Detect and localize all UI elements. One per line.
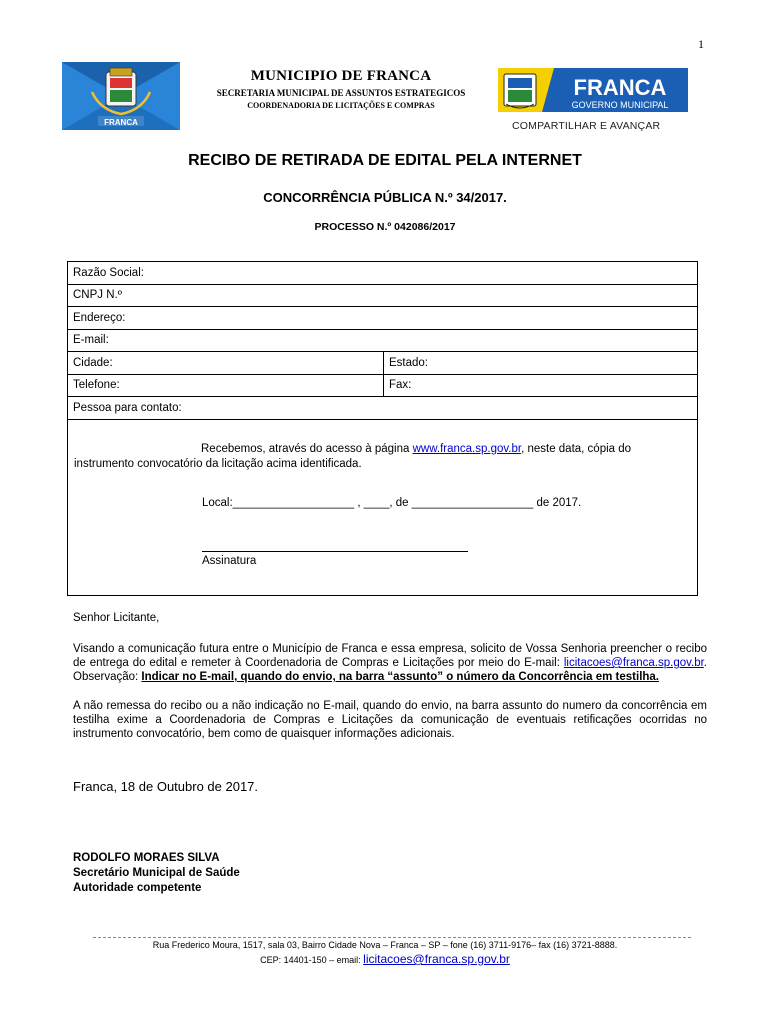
form-row-endereco [68,307,698,330]
secretariat-subtitle: SECRETARIA MUNICIPAL DE ASSUNTOS ESTRATEGICOS [216,88,466,98]
footer-divider [93,937,691,938]
franca-flag-logo [62,62,180,130]
municipality-title: MUNICIPIO DE FRANCA [250,68,432,84]
paragraph-1-text-a: Visando a comunicação futura entre o Município de Franca e essa empresa, solicito de Vossa Senhoria preencher o recibo de entrega do edital e remeter à Coordenadoria de Compras e Licitações por meio do E-mail: [73,643,707,669]
field-fax[interactable]: Fax: [384,374,698,397]
signature-label: Assinatura [202,555,257,567]
email-link[interactable]: licitacoes@franca.sp.gov.br [563,657,704,669]
page-number: 1 [698,37,704,51]
flag-logo-text: FRANCA [104,118,138,127]
form-row-razao-social [68,262,698,285]
signature-line [202,551,468,552]
paragraph-1 [73,642,707,684]
field-razao-social[interactable]: Razão Social: [68,262,698,285]
receipt-statement [74,442,692,472]
field-estado[interactable]: Estado: [384,352,698,375]
signer-role: Secretário Municipal de Saúde [73,867,240,879]
header-text [186,68,496,110]
form-row-cnpj [68,284,698,307]
receipt-text-before: Recebemos, através do acesso à página [201,443,413,455]
form-row-telefone-fax [68,374,698,397]
footer-contact [0,952,770,966]
signer-authority: Autoridade competente [73,882,202,894]
letter-body [73,611,707,756]
receipt-text-after: , neste data, cópia do instrumento convocatório da licitação acima identificada. [74,443,632,470]
slogan: COMPARTILHAR E AVANÇAR [512,120,661,132]
website-link[interactable]: www.franca.sp.gov.br [412,443,522,455]
form-row-email [68,329,698,352]
greeting: Senhor Licitante, [73,612,160,624]
process-number: PROCESSO N.º 042086/2017 [314,221,456,233]
receipt-box [67,413,698,596]
company-form-table [67,261,698,420]
paragraph-1-text-b: . Observação: [73,657,707,683]
field-email[interactable]: E-mail: [68,329,698,352]
tender-number: CONCORRÊNCIA PÚBLICA N.º 34/2017. [263,190,507,205]
franca-logo-word: FRANCA [573,75,667,100]
footer-cep: CEP: 14401-150 – email: [260,955,364,965]
field-contato[interactable]: Pessoa para contato: [68,397,698,420]
field-telefone[interactable]: Telefone: [68,374,384,397]
form-row-cidade-estado [68,352,698,375]
paragraph-2: A não remessa do recibo ou a não indicação no E-mail, quando do envio, na barra assunto do numero da concorrência em testilha exime a Coordenadoria de Compras e Licitações da comunicação de eventuais retificações ocorridas no instrumento convocatório, bem como de quaisquer informações adicionais. [73,700,707,740]
franca-government-logo [498,66,688,114]
local-date-line: Local:___________________ , ____, de ___________________ de 2017. [202,497,582,509]
paragraph-1-bold-note: Indicar no E-mail, quando do envio, na barra “assunto” o número da Concorrência em testilha. [141,671,660,683]
coordination-subtitle: COORDENADORIA DE LICITAÇÕES E COMPRAS [247,101,435,110]
field-endereco[interactable]: Endereço: [68,307,698,330]
document-title: RECIBO DE RETIRADA DE EDITAL PELA INTERNET [188,152,582,169]
signer-block [73,851,240,896]
franca-logo-sub: GOVERNO MUNICIPAL [571,100,669,110]
footer-address: Rua Frederico Moura, 1517, sala 03, Bairro Cidade Nova – Franca – SP – fone (16) 3711-9176– fax (16) 3721-8888. [152,940,618,950]
signer-name: RODOLFO MORAES SILVA [73,852,220,864]
field-cnpj[interactable]: CNPJ N.º [68,284,698,307]
footer-email-link[interactable]: licitacoes@franca.sp.gov.br [363,952,510,966]
date-line: Franca, 18 de Outubro de 2017. [73,779,259,794]
field-cidade[interactable]: Cidade: [68,352,384,375]
